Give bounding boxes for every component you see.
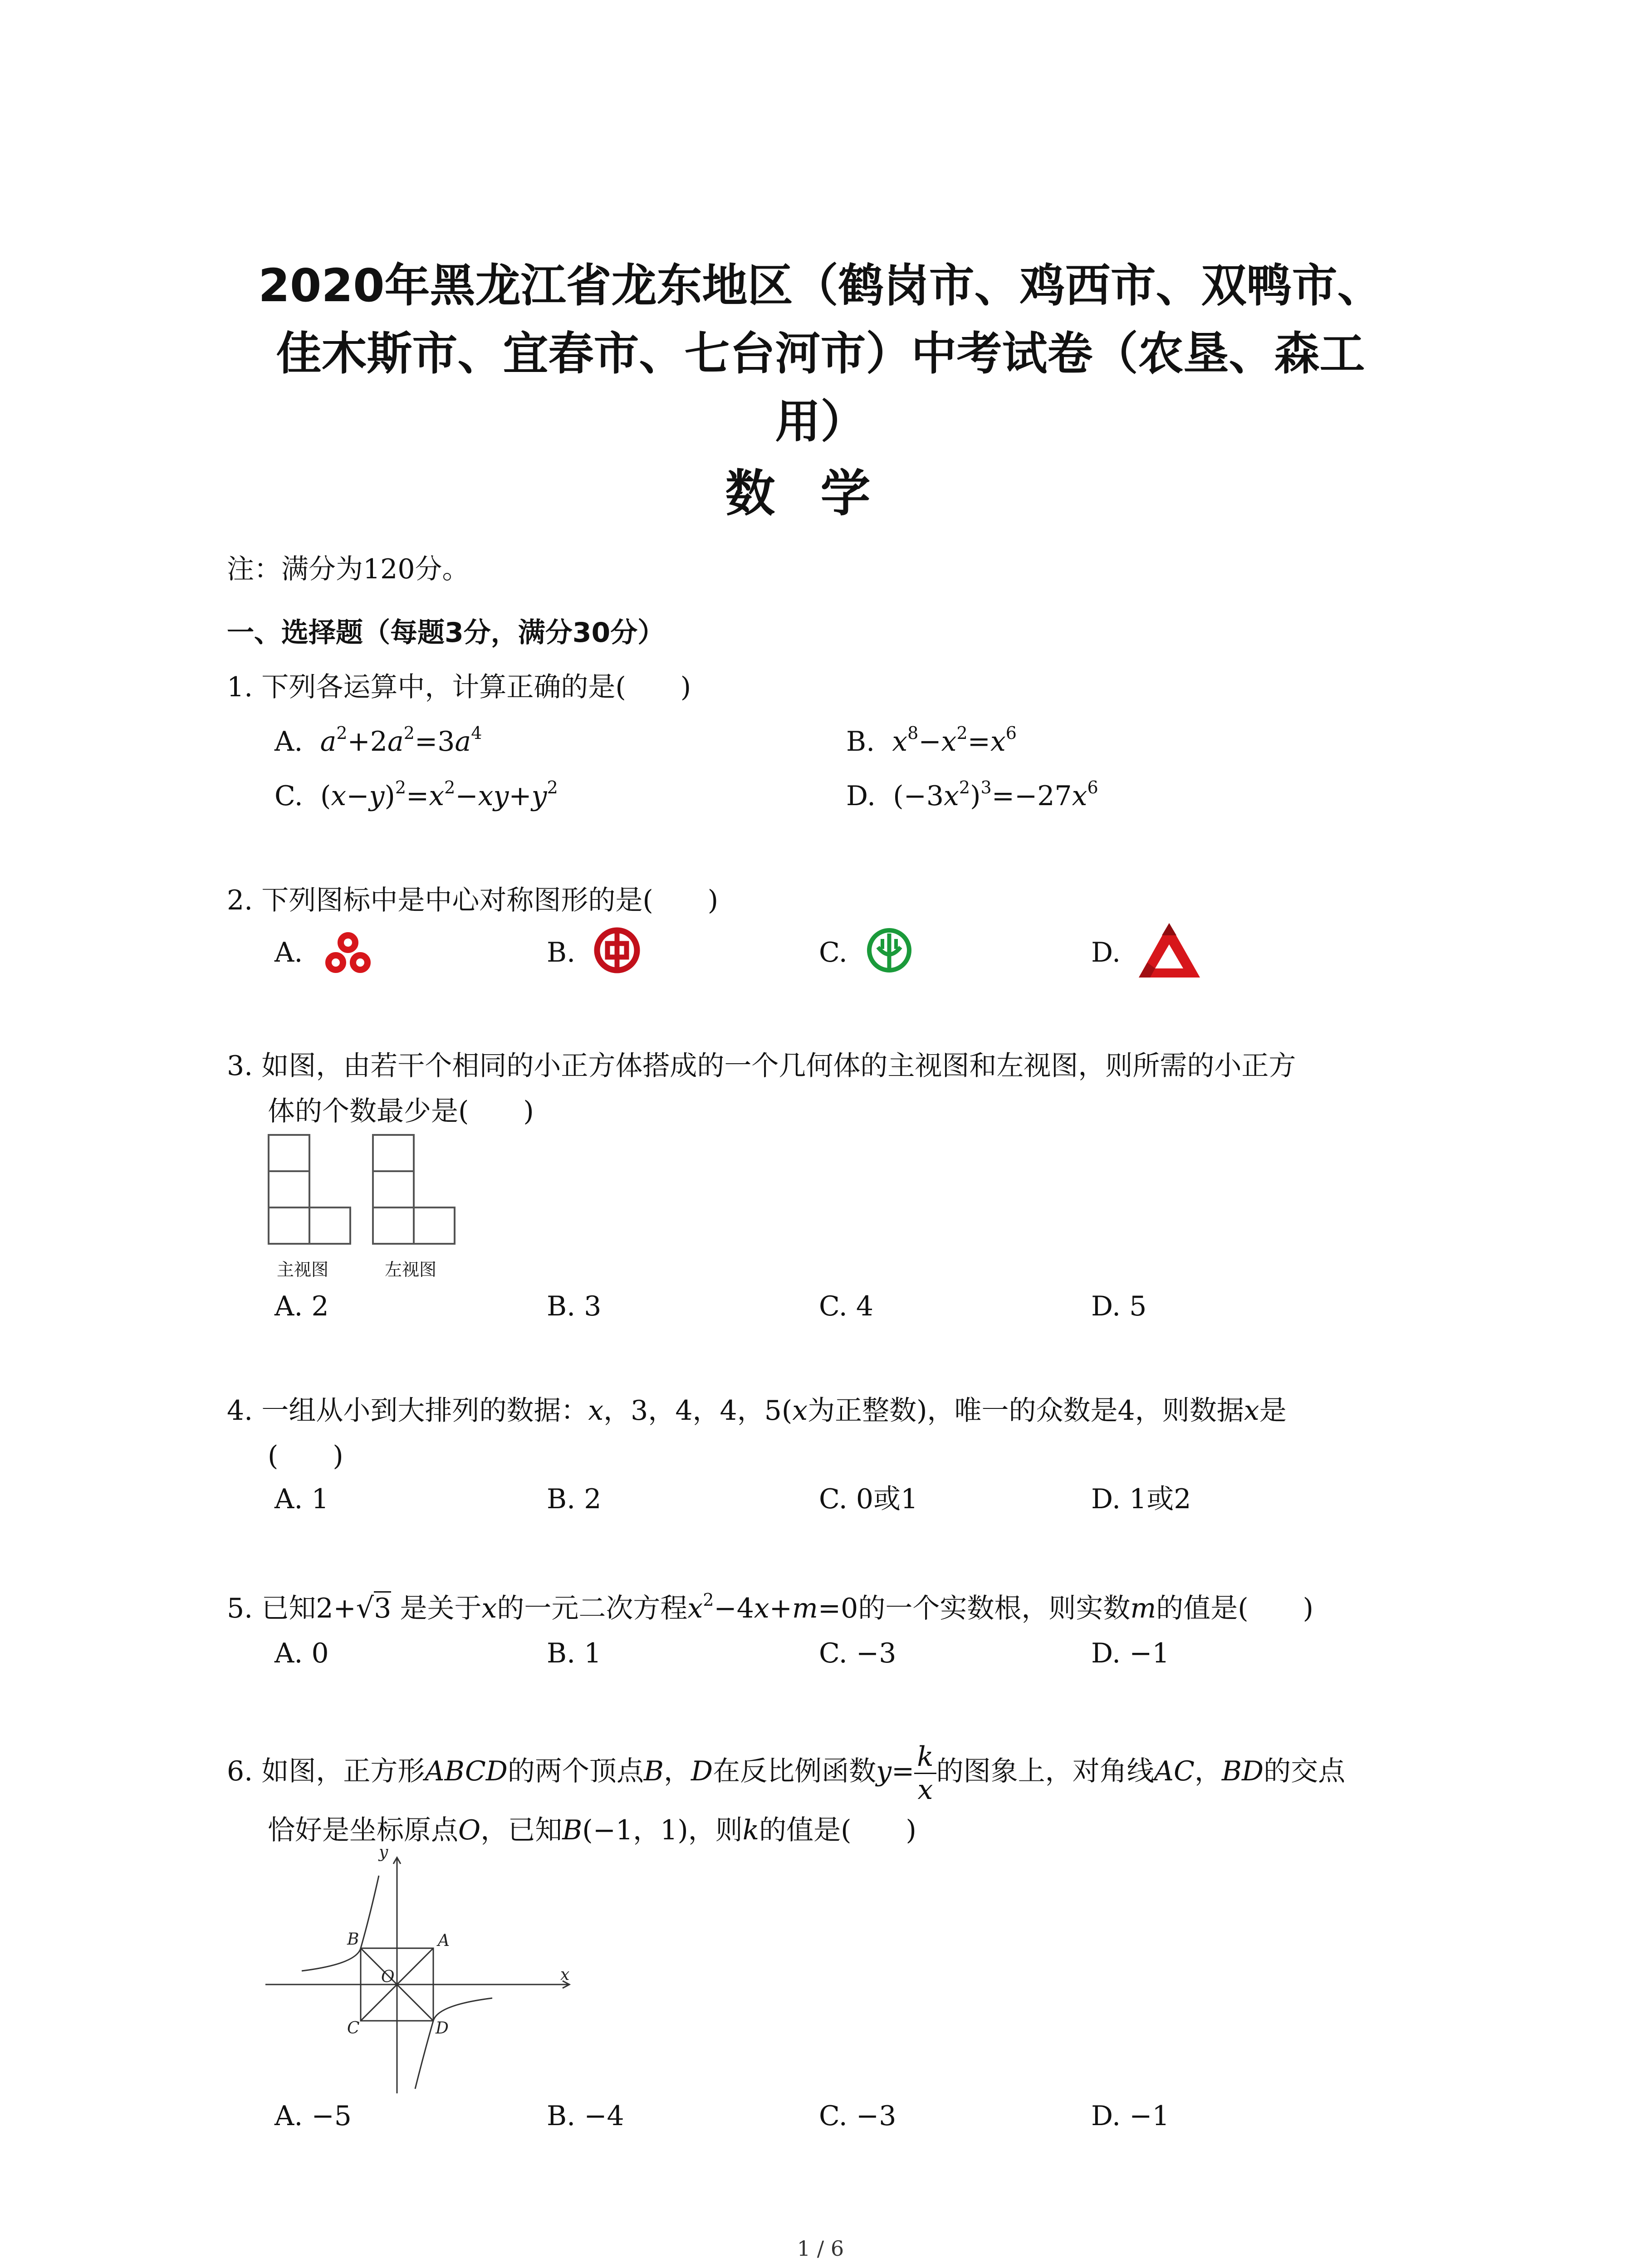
q4-option-a: A. 1 xyxy=(274,1483,329,1515)
page-title-line2: 佳木斯市、宜春市、七台河市）中考试卷（农垦、森工 xyxy=(276,327,1365,380)
graph-point-a-label: A xyxy=(438,1931,450,1950)
q5-option-a: A. 0 xyxy=(274,1637,329,1669)
q3-option-b: B. 3 xyxy=(547,1290,602,1322)
q6-option-b: B. −4 xyxy=(547,2100,624,2132)
graph-point-d-label: D xyxy=(436,2019,449,2038)
graph-x-label: x xyxy=(560,1965,570,1984)
q2-option-d-label: D. xyxy=(1091,937,1121,968)
q1-option-d: D. $(-3x^2)^3=-27x^6$ xyxy=(846,777,1098,812)
graph-origin-label: O xyxy=(381,1968,395,1986)
score-note: 注：满分为120分。 xyxy=(227,553,470,585)
q5-option-b: B. 1 xyxy=(547,1637,602,1669)
q5-option-c: C. −3 xyxy=(819,1637,896,1669)
subject-title: 数学 xyxy=(725,464,916,523)
q6-stem-line2: 恰好是坐标原点O，已知B(−1，1)，则k的值是( ) xyxy=(268,1814,916,1846)
q5-option-d: D. −1 xyxy=(1091,1637,1170,1669)
q1-option-b: B. $x^8-x^2=x^6$ xyxy=(846,723,1017,758)
q3-option-a: A. 2 xyxy=(274,1290,329,1322)
q6-coordinate-graph xyxy=(265,1843,583,2093)
q6-option-c: C. −3 xyxy=(819,2100,896,2132)
q3-option-c: C. 4 xyxy=(819,1290,874,1322)
q5-stem: 5. 已知2+√3 是关于x的一元二次方程$x^2-4x+m=0$的一个实数根，则实数m的值是( ) xyxy=(227,1590,1314,1624)
q1-option-a: A. $a^2+2a^2=3a^4$ xyxy=(274,723,482,758)
three-rings-logo-icon xyxy=(323,930,373,975)
q1-stem: 1. 下列各运算中，计算正确的是( ) xyxy=(227,671,691,703)
graph-y-label: y xyxy=(379,1843,388,1862)
q6-stem-line1: 6. 如图，正方形ABCD的两个顶点B，D在反比例函数y= $\frac{k}{x}$ 的图象上，对角线AC，BD的交点 xyxy=(227,1740,1346,1806)
page-number: 1 / 6 xyxy=(797,2236,844,2261)
q4-option-b: B. 2 xyxy=(547,1483,602,1515)
q4-stem-line1: 4. 一组从小到大排列的数据：x，3，4，4，5(x为正整数)，唯一的众数是4，则数据x是 xyxy=(227,1395,1287,1427)
left-view-label: 左视图 xyxy=(385,1260,437,1280)
left-view-figure xyxy=(372,1134,458,1252)
q2-stem: 2. 下列图标中是中心对称图形的是( ) xyxy=(227,885,719,916)
graph-point-b-label: B xyxy=(347,1930,359,1949)
page-title-line3: 用） xyxy=(775,395,866,448)
q2-option-c-label: C. xyxy=(819,937,847,968)
graph-point-c-label: C xyxy=(347,2019,360,2038)
q4-stem-line2: ( ) xyxy=(268,1440,343,1472)
bank-china-logo-icon xyxy=(592,925,642,975)
q1-option-c: C. $(x-y)^2=x^2-xy+y^2$ xyxy=(274,777,558,812)
agri-bank-logo-icon xyxy=(864,925,914,975)
q2-option-a-label: A. xyxy=(274,937,303,968)
section-heading: 一、选择题（每题3分，满分30分） xyxy=(227,617,665,649)
q4-option-c: C. 0或1 xyxy=(819,1483,918,1515)
q4-option-d: D. 1或2 xyxy=(1091,1483,1191,1515)
q6-option-d: D. −1 xyxy=(1091,2100,1170,2132)
q3-option-d: D. 5 xyxy=(1091,1290,1147,1322)
q2-option-b-label: B. xyxy=(547,937,576,968)
q3-stem-line1: 3. 如图，由若干个相同的小正方体搭成的一个几何体的主视图和左视图，则所需的小正方 xyxy=(227,1050,1296,1082)
q3-stem-line2: 体的个数最少是( ) xyxy=(268,1095,534,1127)
q6-option-a: A. −5 xyxy=(274,2100,352,2132)
front-view-label: 主视图 xyxy=(277,1260,329,1280)
front-view-figure xyxy=(268,1134,354,1252)
triangle-logo-icon xyxy=(1136,921,1202,980)
page-title-line1: 2020年黑龙江省龙东地区（鹤岗市、鸡西市、双鸭市、 xyxy=(258,259,1383,312)
